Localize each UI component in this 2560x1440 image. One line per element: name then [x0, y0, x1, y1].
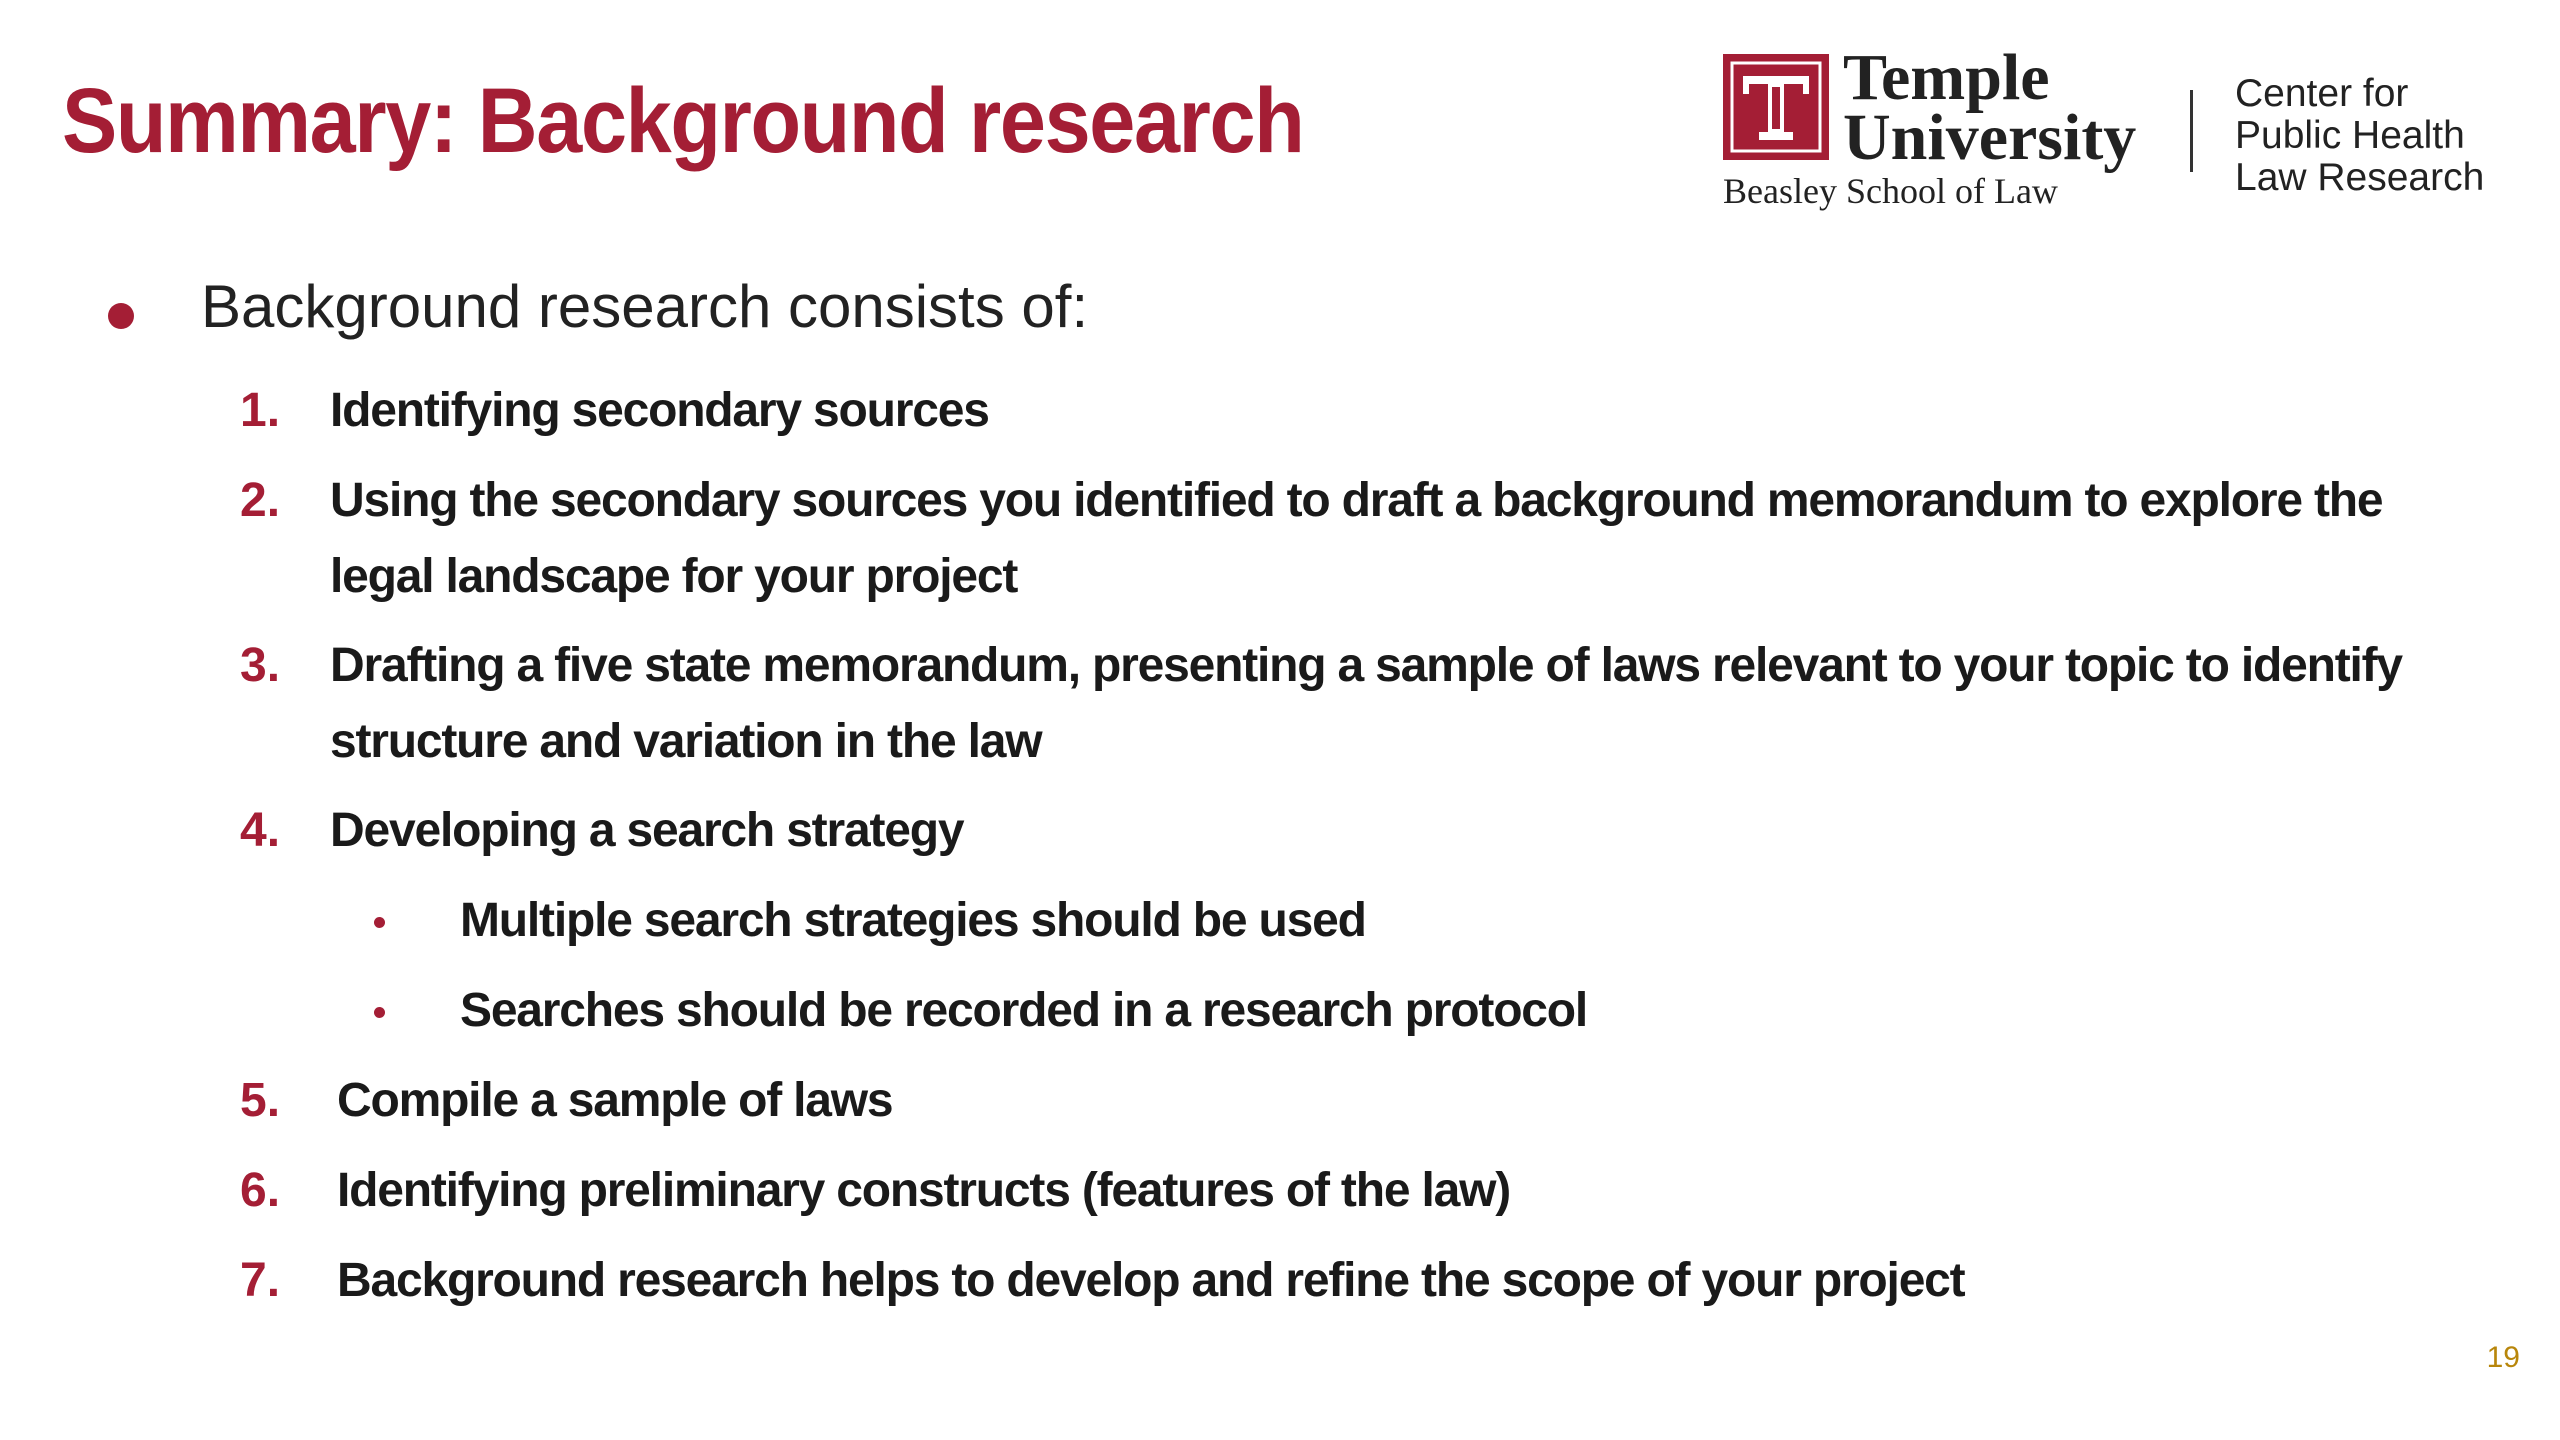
item-text: Compile a sample of laws [337, 1074, 893, 1127]
item-text: Identifying secondary sources [330, 384, 989, 437]
page-number: 19 [2486, 1341, 2520, 1374]
university-name-line2: University [1843, 101, 2137, 174]
center-name-line3: Law Research [2235, 156, 2485, 199]
sub-bullet-icon [374, 917, 385, 928]
item-number: 6. [240, 1164, 281, 1217]
lead-text: Background research consists of: [201, 273, 1089, 340]
item-number: 5. [240, 1074, 281, 1127]
sub-item-text: Multiple search strategies should be used [460, 894, 1366, 947]
center-name-line1: Center for [2235, 72, 2409, 115]
school-name: Beasley School of Law [1723, 171, 2058, 211]
item-text: Developing a search strategy [330, 804, 964, 857]
item-text: Using the secondary sources you identified to draft a background memorandum to explore the legal landscape for your project [330, 474, 2383, 603]
center-name-line2: Public Health [2235, 114, 2465, 157]
university-name-line1: Temple [1843, 41, 2050, 114]
item-text: Drafting a five state memorandum, presenting a sample of laws relevant to your topic to identify structure and variation in the law [330, 639, 2402, 768]
item-number: 7. [240, 1254, 281, 1307]
slide-title: Summary: Background research [62, 70, 1304, 172]
item-number: 1. [240, 384, 281, 437]
item-number: 2. [240, 474, 281, 527]
item-number: 4. [240, 804, 281, 857]
item-number: 3. [240, 639, 281, 692]
item-text: Background research helps to develop and refine the scope of your project [337, 1254, 1965, 1307]
sub-bullet-icon [374, 1007, 385, 1018]
item-text: Identifying preliminary constructs (features of the law) [337, 1164, 1511, 1217]
sub-item-text: Searches should be recorded in a research protocol [460, 984, 1588, 1037]
